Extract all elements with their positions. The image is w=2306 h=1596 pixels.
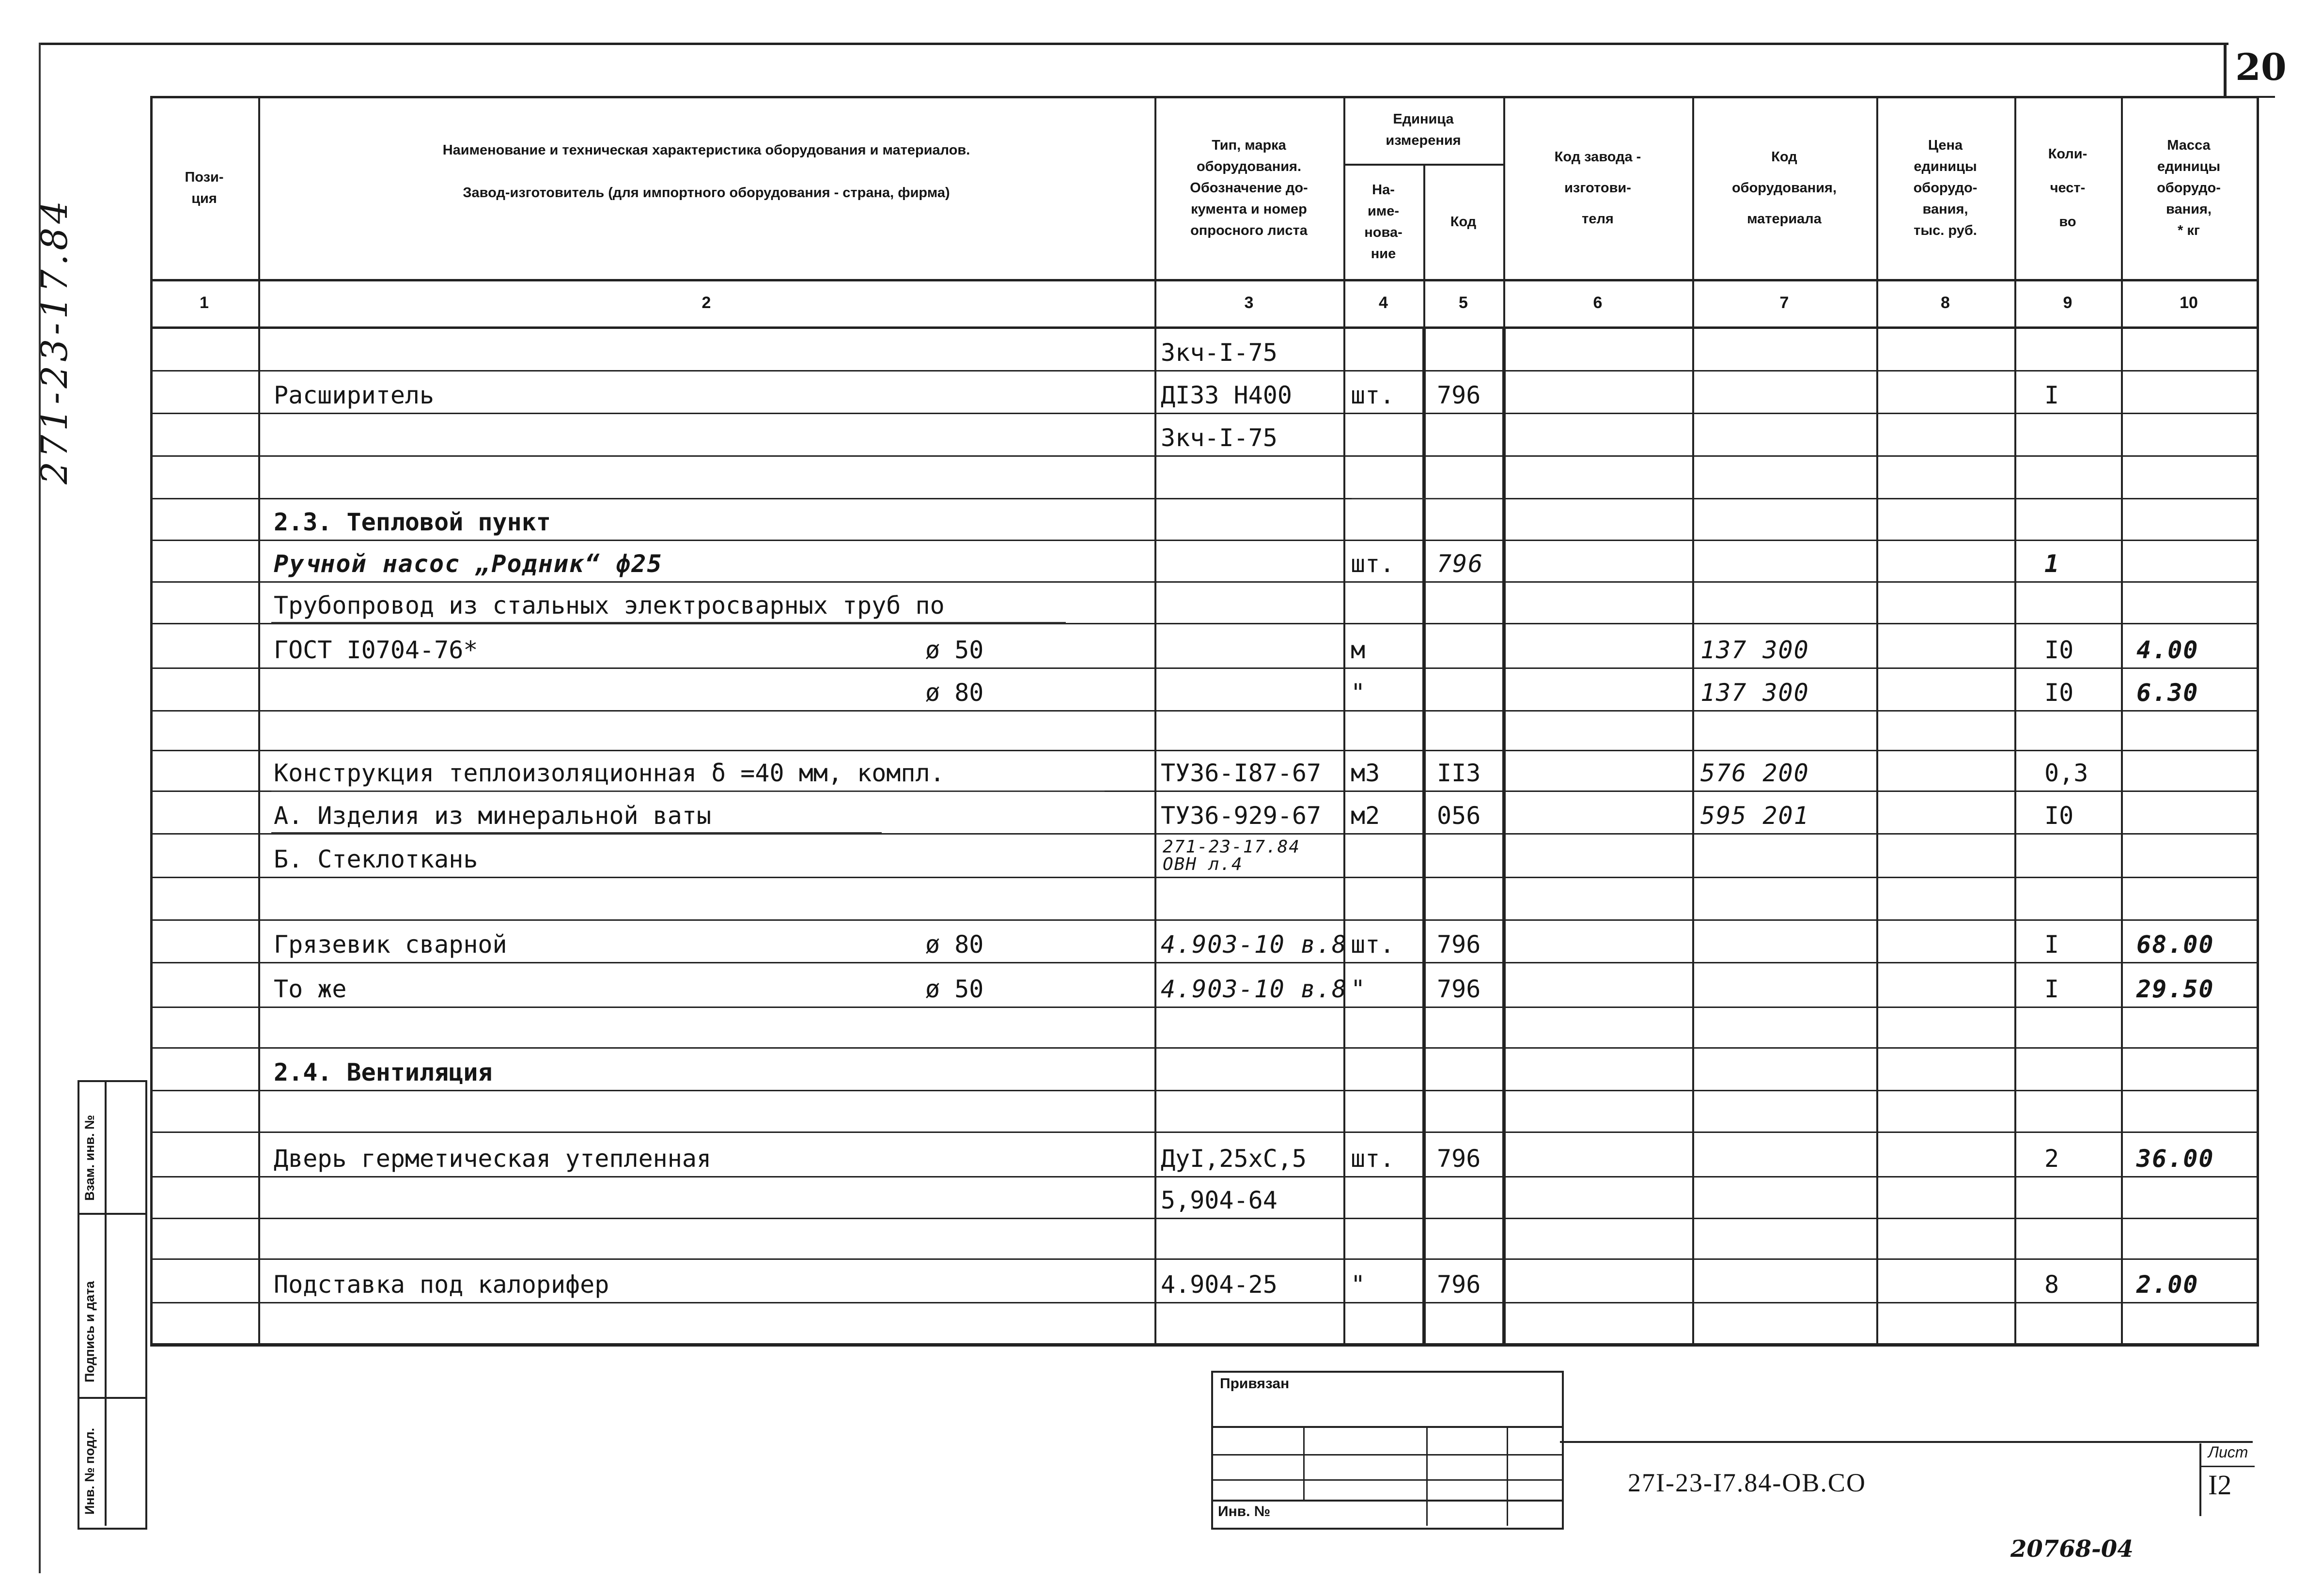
row-quantity: I0 [2044, 802, 2074, 830]
stamp-label: Взам. инв. № [82, 1115, 97, 1201]
row-unit: " [1351, 975, 1366, 1003]
colnum-1: 1 [200, 294, 209, 312]
row-separator [150, 581, 2257, 583]
header-text: нова- [1364, 225, 1402, 240]
row-separator [150, 710, 2257, 712]
row-quantity: 2 [2044, 1145, 2059, 1173]
row-name: Трубопровод из стальных электросварных труб по [274, 591, 945, 620]
row-diameter: ø 80 [925, 679, 984, 707]
colnum-9: 9 [2063, 294, 2072, 312]
colnum-3: 3 [1244, 294, 1254, 312]
colnum-7: 7 [1779, 294, 1789, 312]
title-line [1560, 1441, 2253, 1443]
row-type: 4.903-10 в.8 [1161, 975, 1348, 1003]
row-unit-code: 796 [1437, 550, 1484, 578]
row-separator [150, 1007, 2257, 1008]
vertical-doc-code-text: 271-23-17.84 [34, 197, 76, 484]
colnum-bottom-line [150, 326, 2257, 329]
spec-table [150, 96, 2262, 1347]
row-type: ТУ36-929-67 [1161, 802, 1322, 830]
table-column-line [1154, 96, 1156, 1347]
row-separator [150, 877, 2257, 878]
header-text: тыс. руб. [1914, 223, 1977, 238]
row-type: 271-23-17.84 [1163, 837, 1301, 857]
row-type: 4.903-10 в.8 [1161, 930, 1348, 959]
row-material-code: 595 201 [1700, 802, 1809, 830]
row-separator [150, 370, 2257, 372]
row-name: 2.4. Вентиляция [274, 1058, 493, 1086]
row-type-2: ОВН л.4 [1163, 854, 1243, 874]
header-text: оборудо- [1913, 180, 1978, 196]
row-unit-code: 796 [1437, 975, 1481, 1003]
row-name: ГОСТ I0704-76* [274, 636, 478, 664]
header-text: Пози- [185, 170, 224, 185]
sheet-mark: 20 [2235, 46, 2287, 89]
header-text: Завод-изготовитель (для импортного оборудования - страна, фирма) [463, 185, 950, 201]
text-underline [271, 790, 1105, 792]
row-separator [150, 962, 2257, 963]
header-text: оборудования. [1196, 159, 1302, 174]
header-text: На- [1372, 182, 1395, 198]
text-underline [271, 622, 1066, 623]
row-quantity: I [2044, 975, 2059, 1003]
header-text: материала [1747, 211, 1822, 227]
sheet-mark-box [2224, 43, 2287, 98]
row-unit: м [1351, 636, 1366, 664]
header-text: Код завода - [1554, 149, 1641, 165]
header-text: оборудования, [1731, 180, 1837, 196]
row-type: ТУ36-I87-67 [1161, 759, 1322, 787]
row-type: Зкч-I-75 [1161, 424, 1278, 452]
row-name: А. Изделия из минеральной ваты [274, 802, 712, 830]
row-mass: 6.30 [2136, 679, 2199, 707]
row-quantity: I [2044, 381, 2059, 409]
table-column-line [2121, 96, 2123, 1347]
header-text: единицы [1914, 159, 1977, 174]
header-text: чест- [2050, 180, 2086, 196]
row-separator [150, 1302, 2257, 1303]
row-name: Дверь герметическая утепленная [274, 1145, 712, 1173]
row-separator [150, 1131, 2257, 1133]
row-separator [150, 667, 2257, 669]
row-mass: 68.00 [2136, 930, 2214, 959]
header-mass [2121, 96, 2257, 280]
header-name [258, 115, 1154, 241]
row-quantity: I0 [2044, 636, 2074, 664]
table-column-line [2257, 96, 2259, 1347]
row-separator [150, 413, 2257, 414]
row-unit: шт. [1351, 381, 1395, 409]
header-text: изготови- [1564, 180, 1631, 196]
header-text: име- [1367, 203, 1400, 219]
table-column-line [1692, 96, 1694, 1347]
header-text: во [2059, 214, 2076, 230]
row-material-code: 137 300 [1700, 679, 1809, 707]
table-column-line [2014, 96, 2016, 1347]
row-unit-code: 796 [1437, 381, 1481, 409]
privyazan-label: Привязан [1220, 1376, 1290, 1392]
header-text: вания, [2166, 201, 2212, 217]
row-separator [150, 540, 2257, 541]
text-underline [1352, 498, 1502, 499]
header-position [150, 96, 258, 280]
row-unit: м2 [1351, 802, 1380, 830]
table-column-line [1343, 96, 1345, 1347]
header-text: Коли- [2048, 146, 2088, 162]
row-material-code: 576 200 [1700, 759, 1809, 787]
stamp-row-podpis [79, 1213, 145, 1399]
header-text: Наименование и техническая характеристика оборудования и материалов. [442, 142, 970, 158]
side-stamp [78, 1080, 147, 1530]
colnum-5: 5 [1459, 294, 1468, 312]
stamp-row-inv [79, 1397, 145, 1526]
tb-line [1213, 1426, 1562, 1428]
table-column-line [1502, 328, 1506, 1347]
header-text: Обозначение до- [1190, 180, 1308, 196]
colnum-6: 6 [1593, 294, 1603, 312]
frame-top-line [39, 43, 2228, 45]
row-unit: " [1351, 1271, 1366, 1299]
row-type: ДуI,25хС,5 [1161, 1145, 1307, 1173]
row-unit-code: 796 [1437, 1145, 1481, 1173]
row-separator [150, 1343, 2257, 1345]
header-text: * кг [2178, 223, 2200, 238]
header-text: кумента и номер [1191, 201, 1307, 217]
header-unit [1343, 96, 1503, 164]
header-text: вания, [1922, 201, 1968, 217]
doc-code: 27I-23-I7.84-ОВ.СО [1628, 1468, 1866, 1497]
row-name: Грязевик сварной [274, 930, 507, 959]
row-type: 4.904-25 [1161, 1271, 1278, 1299]
header-text: Цена [1928, 138, 1963, 153]
row-separator [150, 1218, 2257, 1219]
header-text: Масса [2167, 138, 2211, 153]
row-quantity: 1 [2044, 550, 2060, 578]
row-quantity: I [2044, 930, 2059, 959]
tb-line [1426, 1426, 1428, 1526]
header-text: Код [1450, 214, 1477, 230]
stamp-label: Инв. № подл. [82, 1427, 97, 1515]
colnum-4: 4 [1379, 294, 1388, 312]
row-name: То же [274, 975, 347, 1003]
table-column-line [1422, 328, 1426, 1347]
stamp-row-vzam [79, 1082, 145, 1215]
row-unit: шт. [1351, 930, 1395, 959]
row-unit-code: 796 [1437, 930, 1481, 959]
row-quantity: 0,3 [2044, 759, 2088, 787]
row-separator [150, 1047, 2257, 1049]
header-text: опросного листа [1190, 223, 1308, 238]
row-separator [150, 1176, 2257, 1178]
row-name: Б. Стеклоткань [274, 845, 478, 873]
tb-line [1303, 1426, 1305, 1500]
row-name: Ручной насос „Родник“ ф25 [274, 550, 663, 578]
header-price [1876, 96, 2014, 280]
row-type: 5,904-64 [1161, 1186, 1278, 1214]
row-name: Конструкция теплоизоляционная δ =40 мм, компл. [274, 759, 945, 787]
header-text: теля [1582, 211, 1614, 227]
row-separator [150, 750, 2257, 751]
row-unit-code: II3 [1437, 759, 1481, 787]
row-separator [150, 498, 2257, 499]
tb-line [1213, 1479, 1562, 1481]
row-separator [150, 1258, 2257, 1260]
stamp-label: Подпись и дата [82, 1281, 97, 1382]
row-mass: 29.50 [2136, 975, 2214, 1003]
header-type [1154, 96, 1343, 280]
tb-line [1213, 1454, 1562, 1456]
header-plant-code [1503, 96, 1692, 280]
row-unit: шт. [1351, 550, 1395, 578]
header-text: Единица [1393, 111, 1454, 127]
row-type: Зкч-I-75 [1161, 339, 1278, 367]
header-unit-name [1343, 164, 1423, 280]
tb-line [1213, 1500, 1562, 1502]
row-mass: 4.00 [2136, 636, 2199, 664]
list-number: I2 [2208, 1469, 2232, 1501]
title-block [1211, 1371, 1564, 1530]
list-box [2199, 1443, 2255, 1516]
row-unit: " [1351, 679, 1366, 707]
row-material-code: 137 300 [1700, 636, 1809, 664]
row-separator [150, 1090, 2257, 1091]
tb-line [1507, 1426, 1508, 1526]
row-unit-code: 796 [1437, 1271, 1481, 1299]
colnum-2: 2 [701, 294, 711, 312]
row-unit: шт. [1351, 1145, 1395, 1173]
row-separator [150, 455, 2257, 457]
header-text: оборудо- [2157, 180, 2221, 196]
row-separator [150, 919, 2257, 921]
row-name: Расширитель [274, 381, 435, 409]
header-quantity [2014, 96, 2121, 280]
text-underline [271, 832, 882, 834]
header-text: единицы [2157, 159, 2221, 174]
row-quantity: 8 [2044, 1271, 2059, 1299]
header-text: измерения [1386, 133, 1461, 148]
colnum-10: 10 [2180, 294, 2198, 312]
row-type: ДI33 Н400 [1161, 381, 1292, 409]
row-name: Подставка под калорифер [274, 1271, 609, 1299]
inv-label: Инв. № [1218, 1503, 1271, 1519]
row-mass: 2.00 [2136, 1271, 2199, 1299]
header-text: ние [1371, 246, 1396, 262]
row-unit-code: 056 [1437, 802, 1481, 830]
row-name: 2.3. Тепловой пункт [274, 508, 551, 536]
corner-number: 20768-04 [2010, 1535, 2134, 1563]
header-text: Код [1771, 149, 1797, 165]
row-mass: 36.00 [2136, 1145, 2214, 1173]
list-label: Лист [2208, 1443, 2248, 1461]
row-diameter: ø 50 [925, 636, 984, 664]
row-diameter: ø 50 [925, 975, 984, 1003]
row-diameter: ø 80 [925, 930, 984, 959]
table-column-line [258, 96, 260, 1347]
table-column-line [150, 96, 153, 1347]
colnum-8: 8 [1941, 294, 1950, 312]
row-quantity: I0 [2044, 679, 2074, 707]
header-text: Тип, марка [1212, 138, 1286, 153]
header-material-code [1692, 96, 1876, 280]
header-text: ция [191, 191, 217, 206]
table-column-line [1876, 96, 1878, 1347]
row-unit: м3 [1351, 759, 1380, 787]
header-unit-code [1423, 164, 1503, 280]
